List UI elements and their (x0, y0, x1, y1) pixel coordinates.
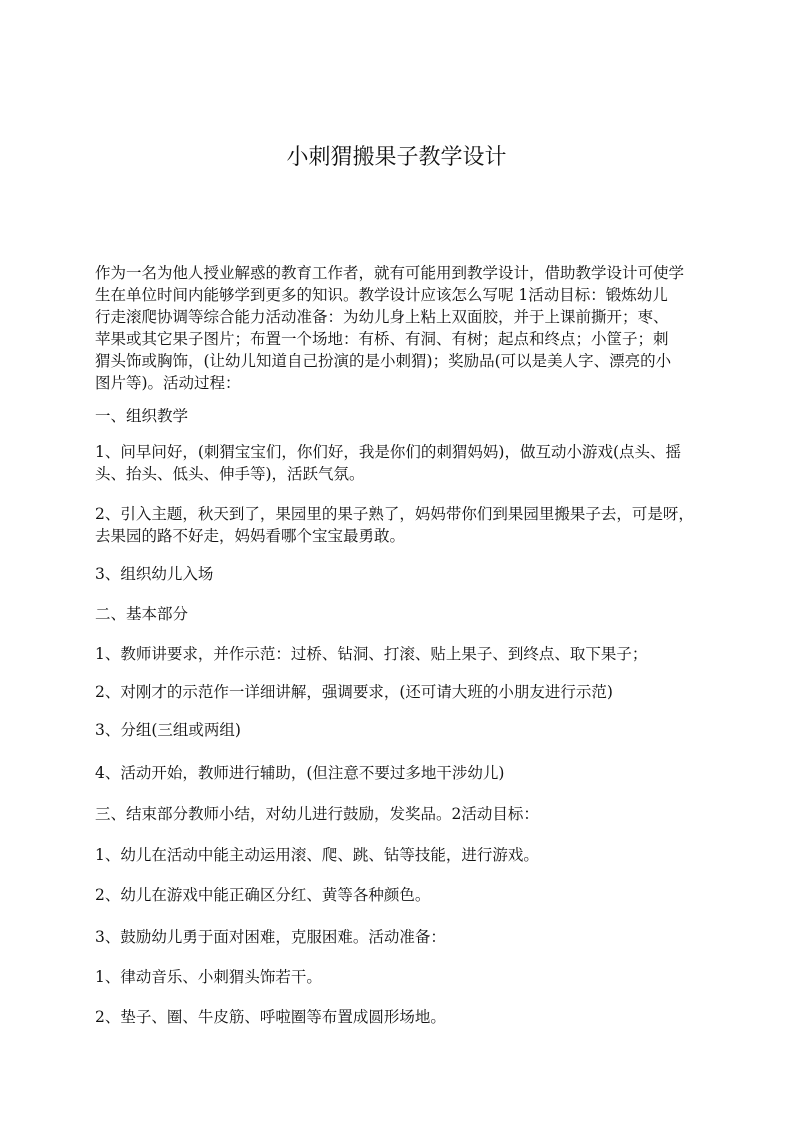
text-line: 行走滚爬协调等综合能力活动准备：为幼儿身上粘上双面胶，并于上课前撕开；枣、 (95, 308, 669, 326)
text-line: 3、分组(三组或两组) (95, 721, 241, 739)
text-line: 二、基本部分 (95, 605, 189, 623)
paragraph (95, 503, 715, 547)
paragraph (95, 803, 715, 825)
text-line: 2、对刚才的示范作一详细讲解，强调要求，(还可请大班的小朋友进行示范) (95, 683, 613, 701)
paragraph (95, 563, 715, 585)
paragraph (95, 405, 715, 427)
paragraph (95, 441, 715, 485)
text-line: 1、教师讲要求，并作示范：过桥、钻洞、打滚、贴上果子、到终点、取下果子； (95, 645, 648, 663)
text-line: 1、问早问好，(刺猬宝宝们，你们好，我是你们的刺猬妈妈)，做互动小游戏(点头、摇 (95, 443, 682, 461)
text-line: 4、活动开始，教师进行辅助，(但注意不要过多地干涉幼儿) (95, 764, 505, 782)
paragraph (95, 844, 715, 866)
text-line: 猬头饰或胸饰，(让幼儿知道自己扮演的是小刺猬)；奖励品(可以是美人字、漂亮的小 (95, 352, 672, 370)
text-line: 头、抬头、低头、伸手等)，活跃气氛。 (95, 465, 365, 483)
paragraph (95, 1006, 715, 1028)
text-line: 苹果或其它果子图片；布置一个场地：有桥、有洞、有树；起点和终点；小筐子；刺 (95, 330, 669, 348)
text-line: 一、组织教学 (95, 407, 189, 425)
text-line: 去果园的路不好走，妈妈看哪个宝宝最勇敢。 (95, 527, 406, 545)
text-line: 1、律动音乐、小刺猬头饰若干。 (95, 968, 322, 986)
text-line: 图片等)。活动过程： (95, 374, 241, 392)
text-line: 2、垫子、圈、牛皮筋、呼啦圈等布置成圆形场地。 (95, 1008, 446, 1026)
paragraph (95, 643, 715, 665)
text-line: 3、组织幼儿入场 (95, 565, 214, 583)
paragraph (95, 681, 715, 703)
text-line: 作为一名为他人授业解惑的教育工作者，就有可能用到教学设计，借助教学设计可使学 (95, 264, 685, 282)
paragraph (95, 719, 715, 741)
text-line: 3、鼓励幼儿勇于面对困难，克服困难。活动准备： (95, 928, 446, 946)
paragraph (95, 262, 715, 394)
text-line: 2、幼儿在游戏中能正确区分红、黄等各种颜色。 (95, 886, 431, 904)
paragraph (95, 926, 715, 948)
text-line: 三、结束部分教师小结，对幼儿进行鼓励，发奖品。2活动目标： (95, 805, 539, 823)
paragraph (95, 762, 715, 784)
document-title: 小刺猬搬果子教学设计 (286, 145, 507, 170)
text-line: 生在单位时间内能够学到更多的知识。教学设计应该怎么写呢 1活动目标：锻炼幼儿 (95, 286, 668, 304)
text-line: 1、幼儿在活动中能主动运用滚、爬、跳、钻等技能，进行游戏。 (95, 846, 539, 864)
paragraph (95, 966, 715, 988)
paragraph (95, 884, 715, 906)
paragraph (95, 603, 715, 625)
text-line: 2、引入主题，秋天到了，果园里的果子熟了，妈妈带你们到果园里搬果子去，可是呀， (95, 505, 694, 523)
